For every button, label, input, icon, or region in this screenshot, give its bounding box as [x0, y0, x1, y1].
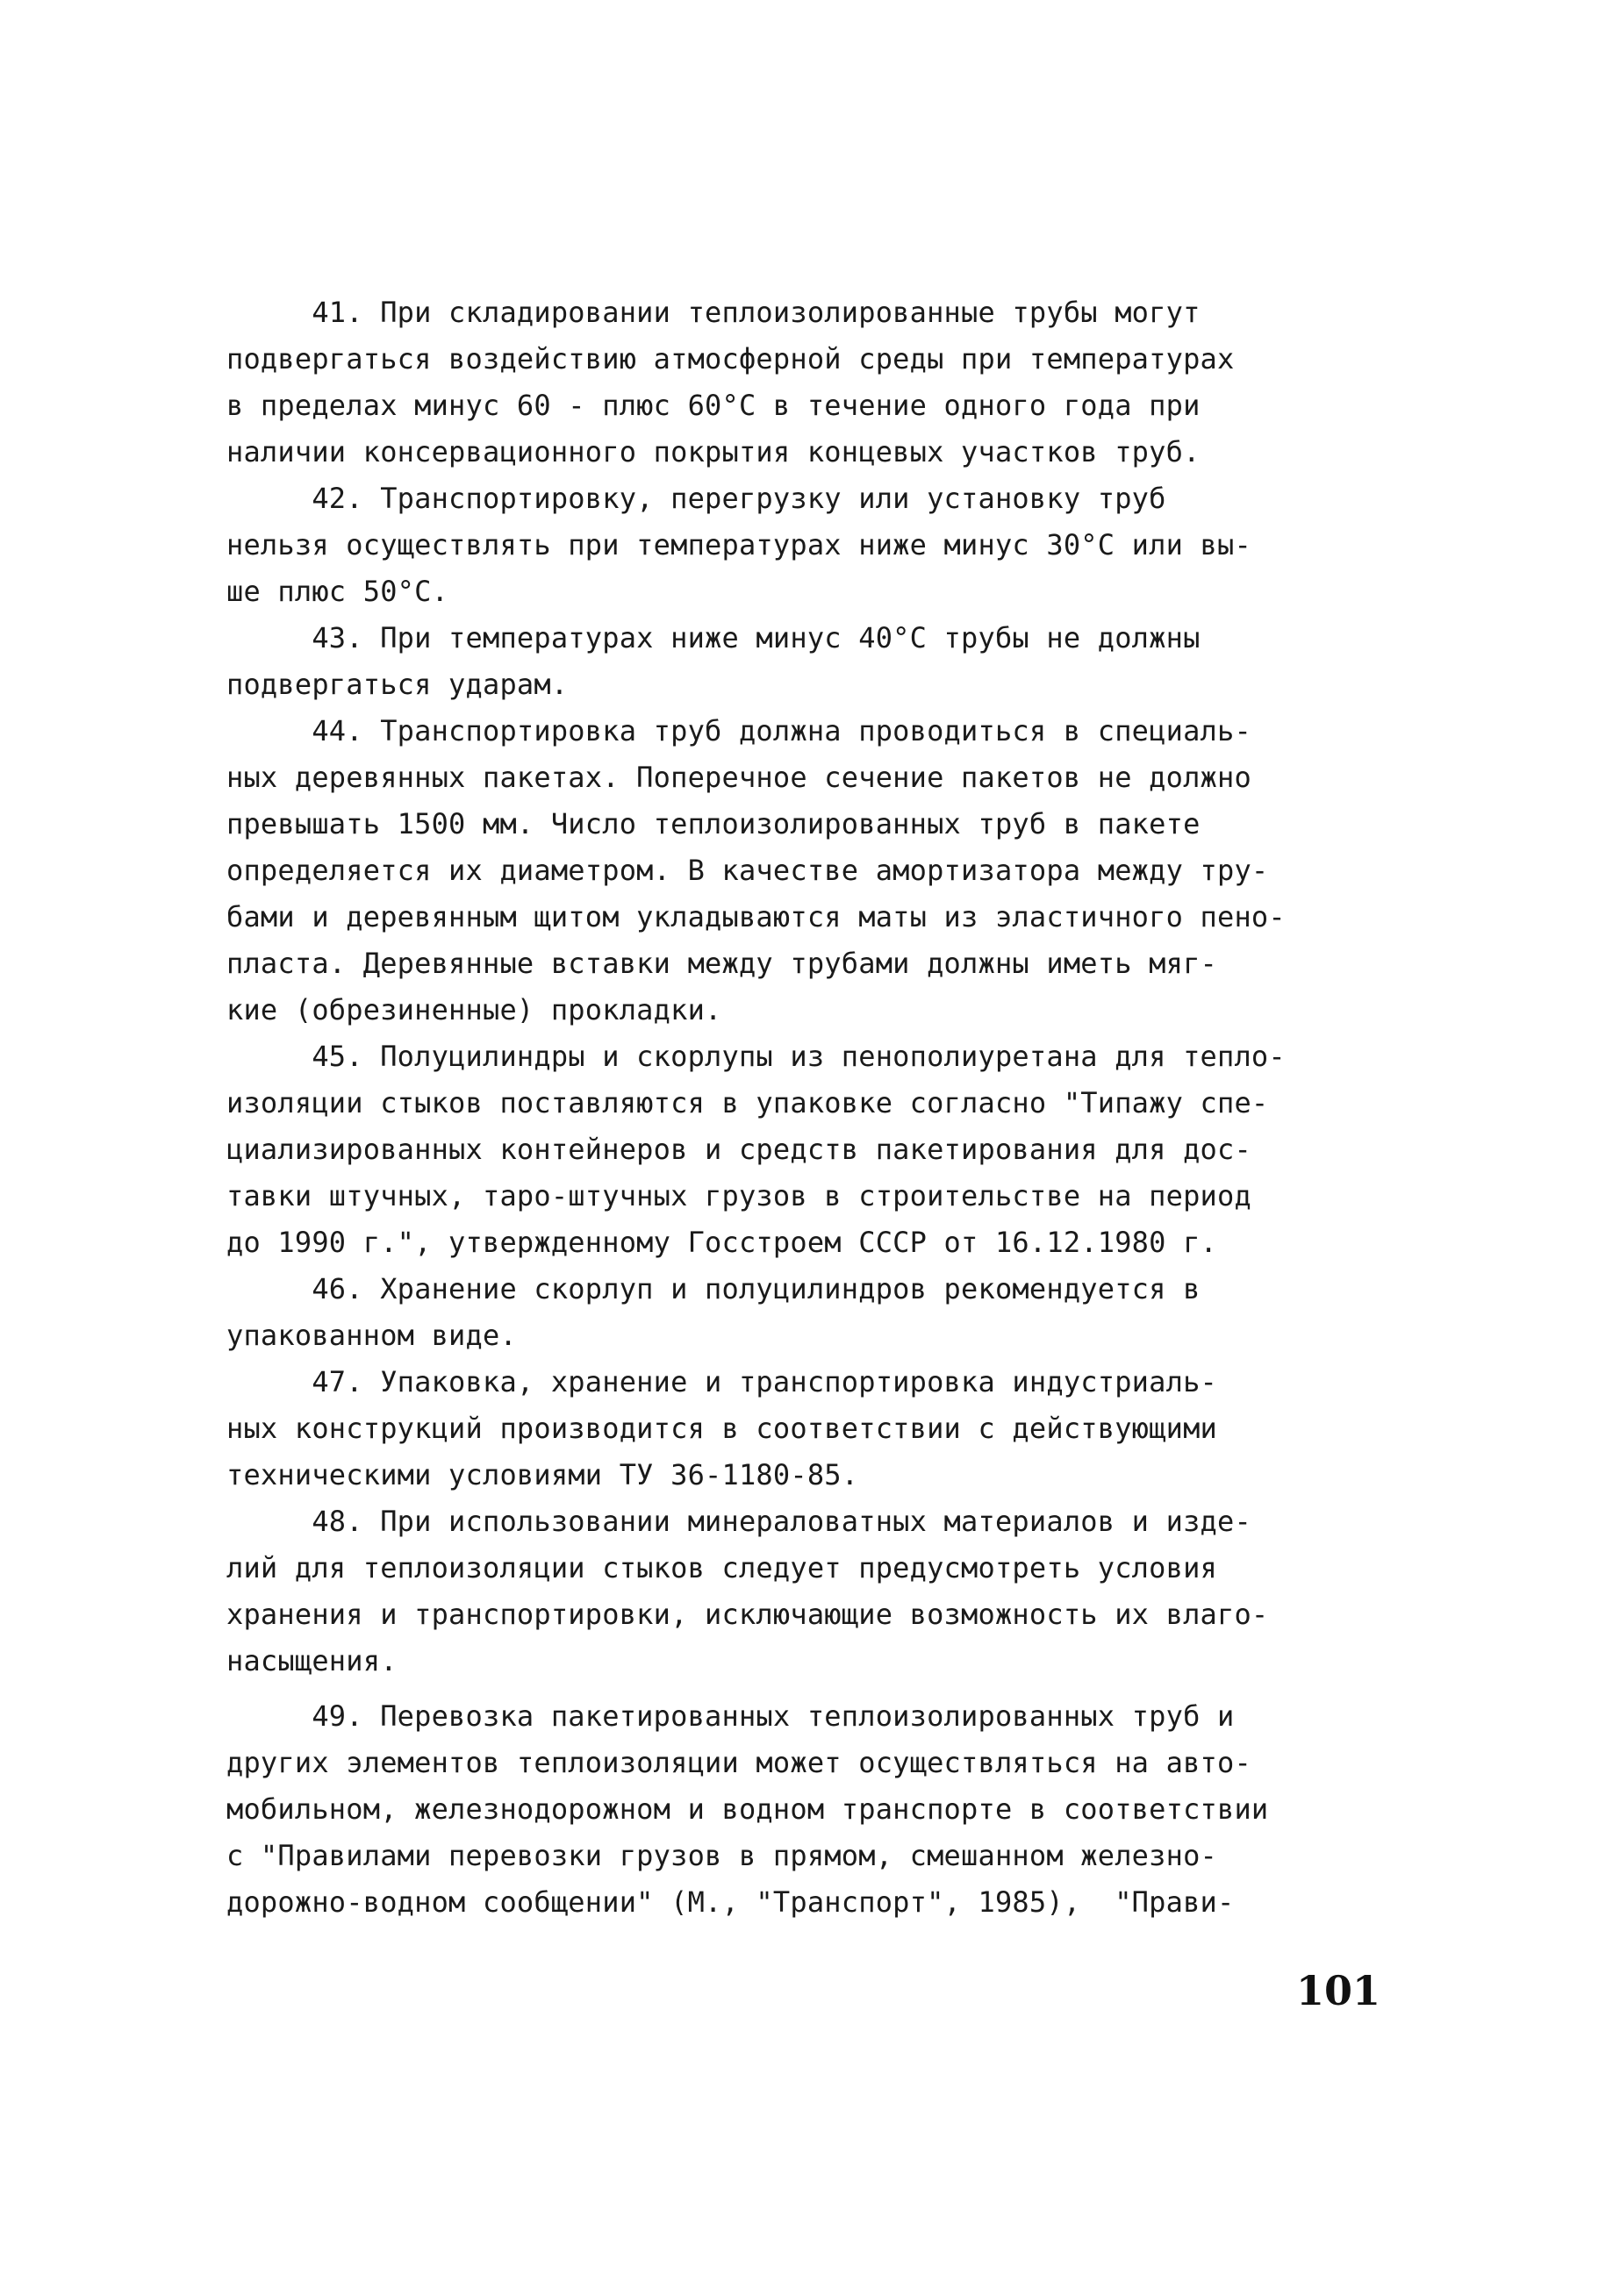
text-line: 43. При температурах ниже минус 40°С трубы не должны	[226, 621, 1201, 654]
page-number: 101	[1296, 1967, 1381, 2014]
text-line: 49. Перевозка пакетированных теплоизолированных труб и	[226, 1699, 1235, 1733]
text-line: циализированных контейнеров и средств пакетирования для дос-	[226, 1133, 1251, 1166]
text-line: 45. Полуцилиндры и скорлупы из пенополиуретана для тепло-	[226, 1040, 1286, 1073]
text-line: дорожно-водном сообщении" (М., "Транспорт", 1985), "Прави-	[226, 1885, 1235, 1919]
paragraph-gap	[226, 1684, 1376, 1693]
text-line: нельзя осуществлять при температурах ниже минус 30°С или вы-	[226, 528, 1251, 561]
text-line: хранения и транспортировки, исключающие возможность их влаго-	[226, 1598, 1269, 1631]
text-line: наличии консервационного покрытия концевых участков труб.	[226, 435, 1201, 468]
text-line: других элементов теплоизоляции может осуществляться на авто-	[226, 1746, 1251, 1779]
text-line: упакованном виде.	[226, 1319, 517, 1352]
text-line: тавки штучных, таро-штучных грузов в строительстве на период	[226, 1179, 1251, 1212]
text-line: лий для теплоизоляции стыков следует предусмотреть условия	[226, 1551, 1218, 1584]
text-line: 46. Хранение скорлуп и полуцилиндров рекомендуется в	[226, 1272, 1201, 1305]
text-line: ных деревянных пакетах. Поперечное сечение пакетов не должно	[226, 761, 1251, 794]
text-line: техническими условиями ТУ 36-1180-85.	[226, 1458, 859, 1491]
body-text	[226, 290, 1376, 1926]
text-line: в пределах минус 60 - плюс 60°С в течение одного года при	[226, 389, 1201, 422]
text-line: подвергаться ударам.	[226, 668, 569, 701]
text-line: изоляции стыков поставляются в упаковке согласно "Типажу спе-	[226, 1086, 1269, 1119]
text-line: 44. Транспортировка труб должна проводиться в специаль-	[226, 714, 1251, 747]
text-line: кие (обрезиненные) прокладки.	[226, 993, 722, 1026]
text-line: определяется их диаметром. В качестве амортизатора между тру-	[226, 854, 1269, 887]
text-line: превышать 1500 мм. Число теплоизолированных труб в пакете	[226, 807, 1201, 840]
text-line: пласта. Деревянные вставки между трубами должны иметь мяг-	[226, 947, 1218, 980]
text-line: бами и деревянным щитом укладываются маты из эластичного пено-	[226, 900, 1286, 933]
text-line: 47. Упаковка, хранение и транспортировка индустриаль-	[226, 1365, 1218, 1398]
text-line: подвергаться воздействию атмосферной среды при температурах	[226, 342, 1235, 376]
text-line: 41. При складировании теплоизолированные трубы могут	[226, 296, 1201, 329]
text-line: 48. При использовании минераловатных материалов и изде-	[226, 1505, 1251, 1538]
text-line: мобильном, железнодорожном и водном транспорте в соответствии	[226, 1792, 1269, 1826]
text-line: насыщения.	[226, 1644, 398, 1677]
text-line: ше плюс 50°С.	[226, 575, 449, 608]
text-line: ных конструкций производится в соответствии с действующими	[226, 1412, 1218, 1445]
text-line: с "Правилами перевозки грузов в прямом, смешанном железно-	[226, 1839, 1218, 1872]
text-line: 42. Транспортировку, перегрузку или установку труб	[226, 482, 1166, 515]
text-line: до 1990 г.", утвержденному Госстроем СССР от 16.12.1980 г.	[226, 1226, 1218, 1259]
